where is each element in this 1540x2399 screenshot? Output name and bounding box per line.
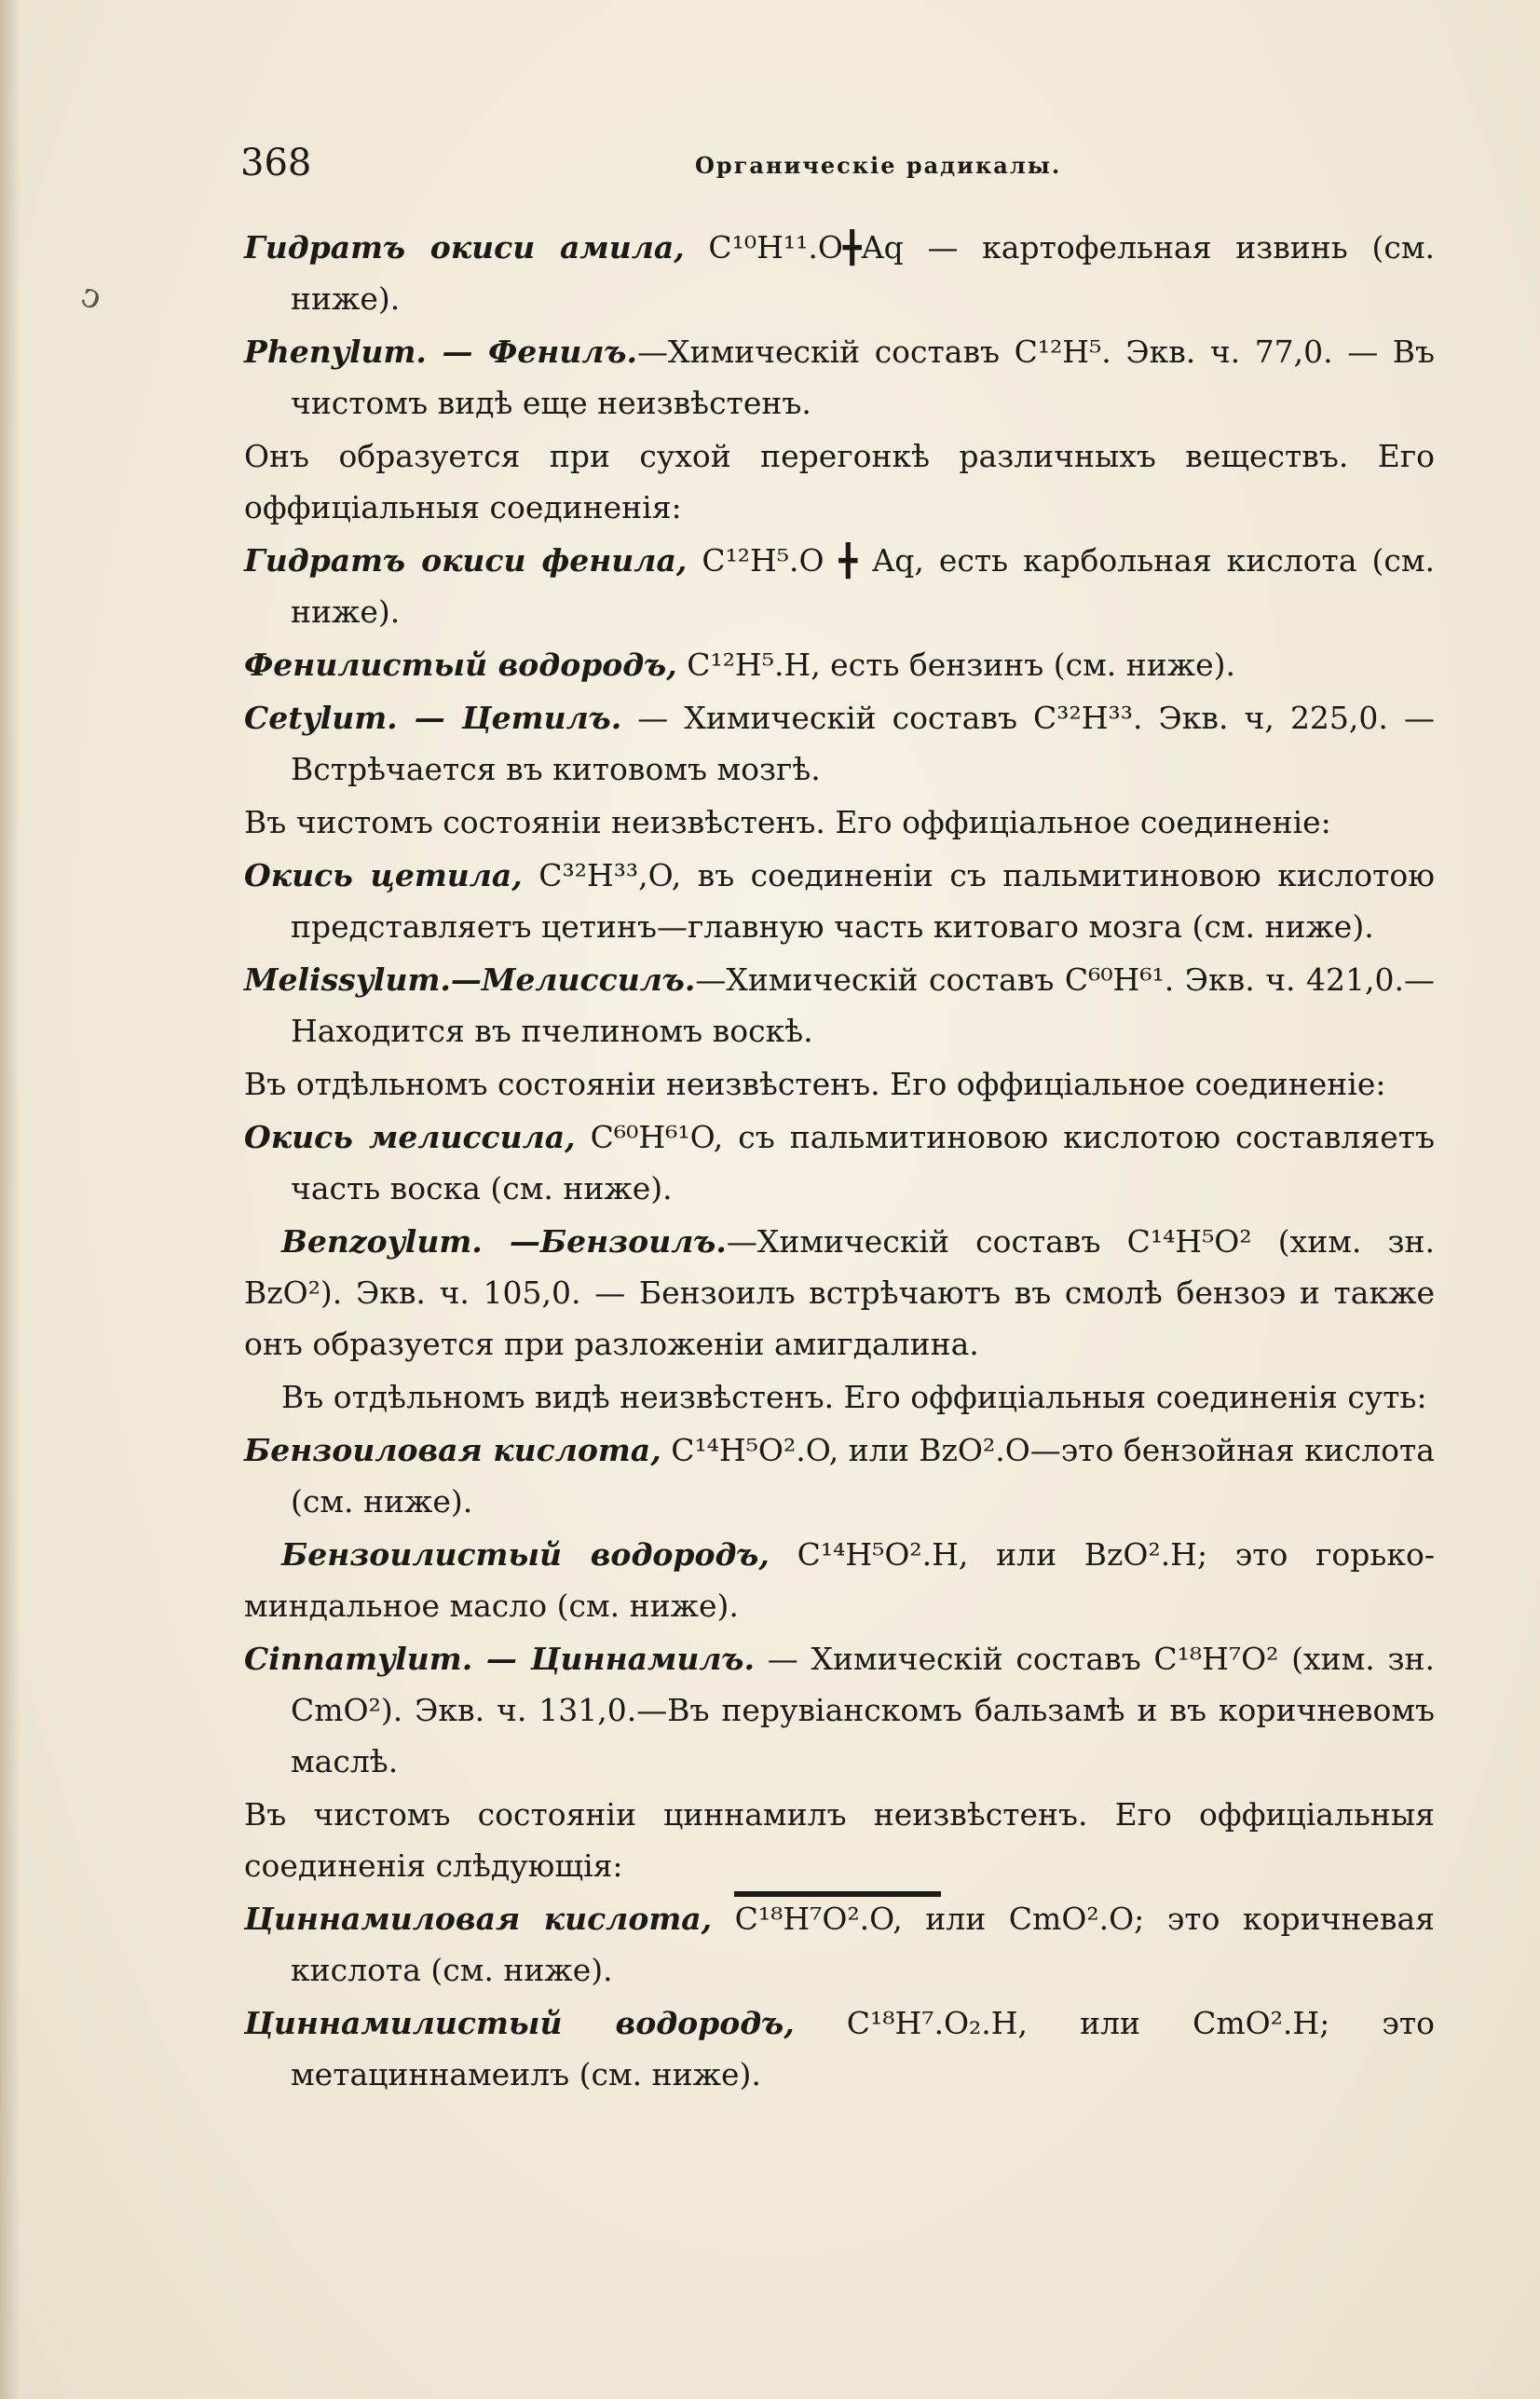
term: Гидратъ окиси фенила, [244, 542, 688, 579]
definition: C¹⁰H¹¹.O╋Aq — картофельная извинь (см. ниже). [291, 229, 1435, 317]
term: Циннамиловая кислота, [244, 1901, 713, 1937]
definition: — Химическій составъ C³²H³³. Экв. ч, 225,0. — Встрѣчается въ китовомъ мозгѣ. [291, 700, 1435, 787]
note: Въ чистомъ состояніи неизвѣстенъ. Его оффиціальное соединеніе: [244, 804, 1331, 840]
section-end-rule [734, 1891, 941, 1897]
definition: C¹⁸H⁷.O₂.H, или CmO².H; это метациннамеилъ (см. ниже). [291, 2005, 1435, 2092]
definition: —Химическій составъ C¹⁴H⁵O² (хим. зн. BzO²). Экв. ч. 105,0. — Бензоилъ встрѣчаютъ въ смолѣ бензоэ и также онъ образуется при разложеніи амигдалина. [244, 1223, 1435, 1362]
term: Cinnamylum. — Циннамилъ. [244, 1641, 756, 1677]
term: Окись мелиссила, [244, 1119, 576, 1155]
definition: —Химическій составъ C⁶⁰H⁶¹. Экв. ч. 421,0.— Находится въ пчелиномъ воскѣ. [291, 961, 1435, 1049]
page-number: 368 [240, 142, 312, 184]
paragraph-cetyl-oxide [244, 850, 1435, 952]
paragraph-benzoylum [244, 1216, 1435, 1370]
paragraph-cetylum [244, 692, 1435, 795]
term: Phenylum. — Фенилъ. [244, 334, 637, 370]
term: Окись цетила, [244, 857, 523, 893]
definition: C¹⁸H⁷O².O, или CmO².O; это коричневая кислота (см. ниже). [291, 1901, 1435, 1988]
paragraph-benzoic-acid [244, 1424, 1435, 1527]
paragraph-melissyl-note [244, 1058, 1435, 1110]
margin-pencil-mark: ↄ [75, 275, 107, 319]
body-text [244, 222, 1435, 2102]
definition: —Химическій составъ C¹²H⁵. Экв. ч. 77,0. — Въ чистомъ видѣ еще неизвѣстенъ. [291, 334, 1435, 421]
definition: — Химическій составъ C¹⁸H⁷O² (хим. зн. CmO²). Экв. ч. 131,0.—Въ перувіанскомъ бальзамѣ и въ коричневомъ маслѣ. [291, 1641, 1435, 1779]
paragraph-benzoyl-note [244, 1371, 1435, 1423]
paragraph-cetyl-note [244, 797, 1435, 848]
paragraph-cinnamic-acid [244, 1893, 1435, 1996]
term: Гидратъ окиси амила, [244, 229, 685, 266]
paragraph-cinnamylum [244, 1633, 1435, 1787]
term: Циннамилистый водородъ, [244, 2005, 795, 2041]
paragraph-cinnamyl-hydrogen [244, 1997, 1435, 2100]
note: Въ отдѣльномъ видѣ неизвѣстенъ. Его оффиціальныя соединенія суть: [281, 1379, 1427, 1415]
note: Въ отдѣльномъ состояніи неизвѣстенъ. Его оффиціальное соединеніе: [244, 1066, 1386, 1102]
paragraph-phenyl-hydrate [244, 535, 1435, 637]
term: Бензоилистый водородъ, [281, 1536, 770, 1573]
term: Benzoylum. —Бензоилъ. [281, 1223, 727, 1260]
running-head: Органическіе радикалы. [695, 152, 1062, 179]
definition: C³²H³³,O, въ соединеніи съ пальмитиновою кислотою представляетъ цетинъ—главную часть китоваго мозга (см. ниже). [291, 857, 1435, 945]
term: Фенилистый водородъ, [244, 647, 677, 683]
paragraph-melissylum [244, 954, 1435, 1056]
page-edge-shadow [0, 0, 20, 2399]
term: Cetylum. — Цетилъ. [244, 700, 622, 736]
paragraph-amyl-hydrate [244, 222, 1435, 324]
definition: C¹²H⁵.O ╋ Aq, есть карбольная кислота (см. ниже). [291, 542, 1435, 630]
paragraph-melissyl-oxide [244, 1111, 1435, 1214]
term: Melissylum.—Мелиссилъ. [244, 961, 696, 998]
definition: C¹⁴H⁵O².O, или BzO².O—это бензойная кислота (см. ниже). [291, 1432, 1435, 1520]
paragraph-phenyl-hydrogen [244, 639, 1435, 690]
note: Онъ образуется при сухой перегонкѣ различныхъ веществъ. Его оффиціальныя соединенія: [244, 438, 1435, 525]
paragraph-phenyl-note [244, 430, 1435, 533]
definition: C¹²H⁵.H, есть бензинъ (см. ниже). [676, 647, 1236, 683]
paragraph-benzoyl-hydrogen [244, 1529, 1435, 1631]
note: Въ чистомъ состояніи циннамилъ неизвѣстенъ. Его оффиціальныя соединенія слѣдующія: [244, 1796, 1435, 1884]
definition: C¹⁴H⁵O².H, или BzO².H; это горько-миндальное масло (см. ниже). [244, 1536, 1436, 1624]
paragraph-phenylum [244, 326, 1435, 429]
page-header [240, 140, 1433, 196]
definition: C⁶⁰H⁶¹O, съ пальмитиновою кислотою составляетъ часть воска (см. ниже). [291, 1119, 1435, 1206]
term: Бензоиловая кислота, [244, 1432, 661, 1468]
paragraph-cinnamyl-note [244, 1789, 1435, 1891]
